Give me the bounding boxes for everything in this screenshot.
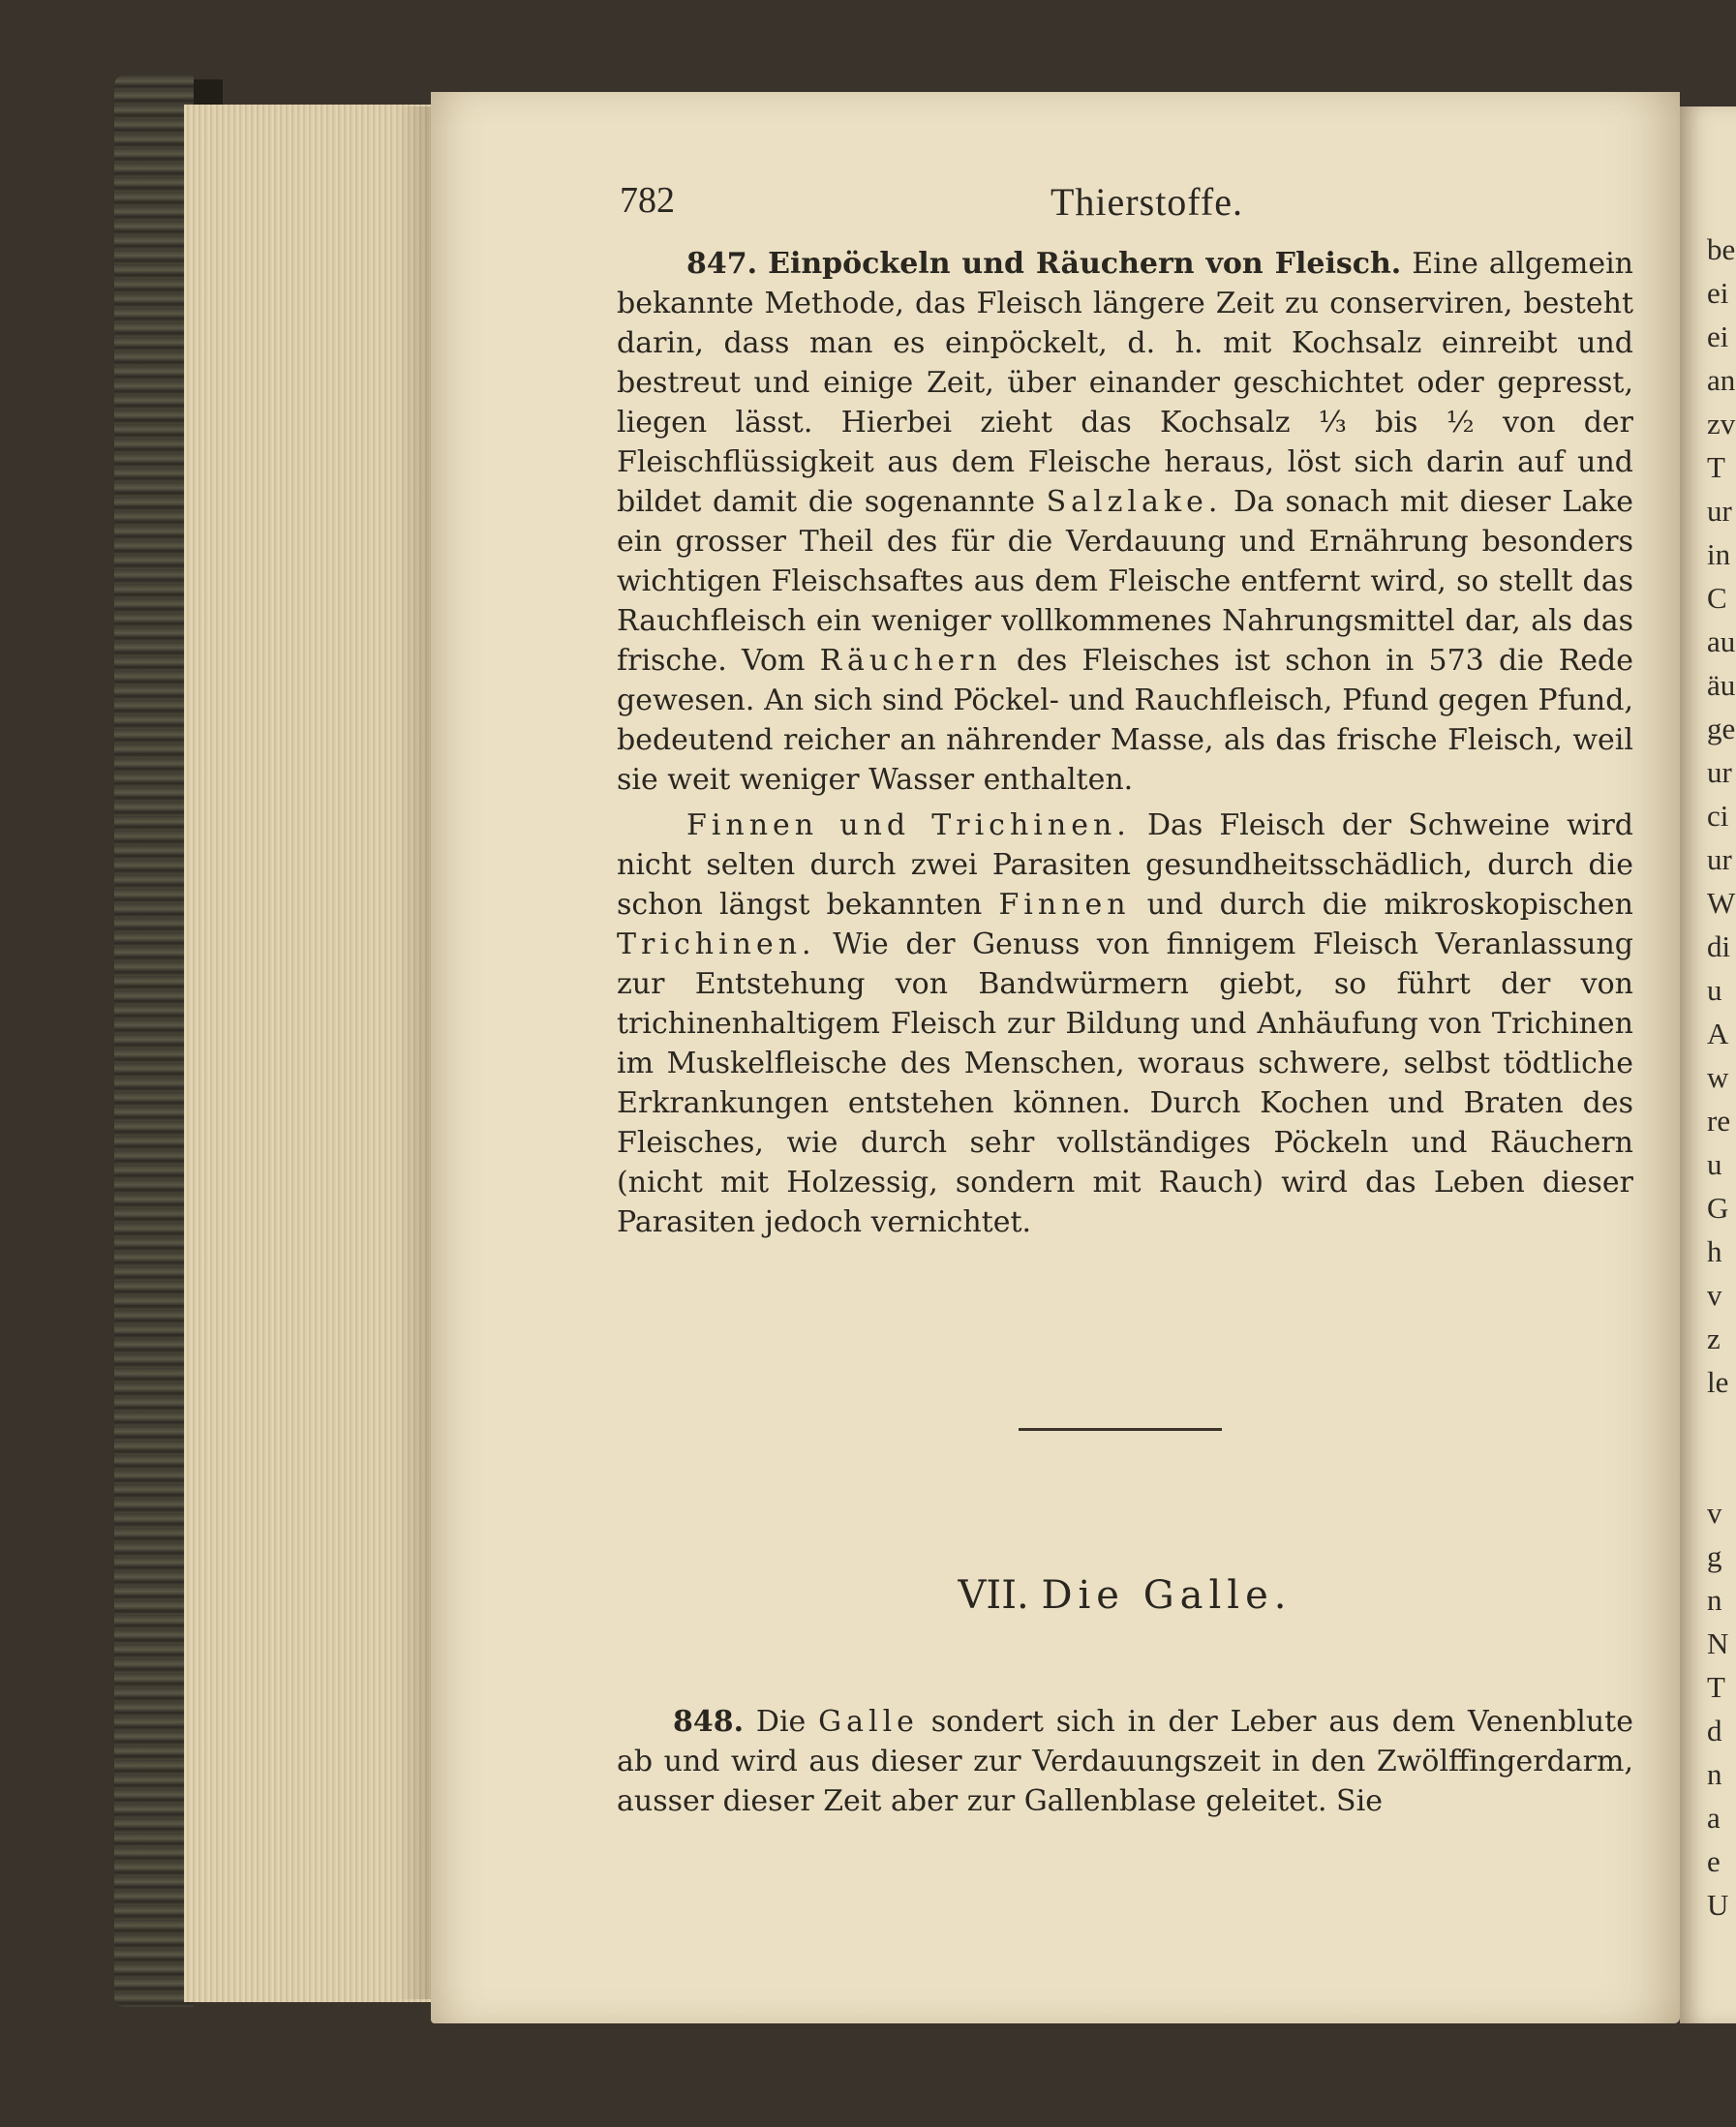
facing-page-strip: [1680, 106, 1736, 2023]
paragraph-text: und durch die mikroskopischen: [1146, 888, 1633, 922]
main-text-block: [617, 244, 1633, 1242]
running-title: Thierstoffe.: [1051, 180, 1243, 224]
spaced-term: Galle: [818, 1705, 919, 1739]
paragraph-848: [617, 1702, 1633, 1821]
paragraph-text: Die: [755, 1705, 807, 1739]
spaced-heading: Finnen und Trichinen.: [686, 808, 1131, 842]
paragraph-text: sondert sich in der Leber aus dem Venenblute ab und wird aus dieser zur Verdauungszeit in den Zwölffingerdarm, ausser dieser Zeit aber zur Gallenblase geleitet. Sie: [617, 1705, 1633, 1818]
paragraph-text: des Fleisches ist schon in 573 die Rede gewesen. An sich sind Pöckel- und Rauchfleisch, Pfund gegen Pfund, bedeutend reicher an nährender Masse, als das frische Fleisch, weil sie weit weniger Wasser enthalten.: [617, 644, 1633, 797]
paragraph-847: [617, 244, 1633, 800]
book-cover-spine: [114, 76, 194, 2007]
paragraph-text: Eine allgemein bekannte Methode, das Fleisch längere Zeit zu conserviren, besteht darin, dass man es einpöckelt, d. h. mit Kochsalz einreibt und bestreut und einige Zeit, über einander geschichtet oder gepresst, liegen lässt. Hierbei zieht das Kochsalz ⅓ bis ½ von der Fleischflüssigkeit aus dem Fleische heraus, löst sich darin auf und bildet damit die sogenannte: [617, 247, 1633, 519]
facing-page-text: be ei ei an zv T ur in C au äu ge ur ci ur W di u A w re u G h v z le v g n N T d n a e U: [1707, 232, 1736, 1922]
paragraph-text: Wie der Genuss von finnigem Fleisch Veranlassung zur Entstehung von Bandwürmern giebt, so führt der von trichinenhaltigem Fleisch zur Bildung und Anhäufung von Trichinen im Muskelfleische des Menschen, woraus schwere, selbst tödtliche Erkrankungen entstehen können. Durch Kochen und Braten des Fleisches, wie durch sehr vollständiges Pöckeln und Räuchern (nicht mit Holzessig, sondern mit Rauch) wird das Leben dieser Parasiten jedoch vernichtet.: [617, 927, 1633, 1239]
spaced-term: Trichinen.: [617, 927, 816, 961]
chapter-text-block: [617, 1702, 1633, 1821]
page-header: [620, 179, 1636, 228]
spaced-term: Finnen: [998, 888, 1131, 922]
paragraph-text: Da sonach mit dieser Lake ein grosser Theil des für die Verdauung und Ernährung besonders wichtigen Fleischsaftes aus dem Fleische entfernt wird, so stellt das Rauchfleisch ein weniger vollkommenes Nahrungsmittel dar, als das frische. Vom: [617, 485, 1633, 678]
chapter-heading: [617, 1573, 1633, 1618]
paragraph-finnen: [617, 805, 1633, 1242]
chapter-numeral: VII.: [958, 1573, 1029, 1618]
paragraph-text: Das Fleisch der Schweine wird nicht selten durch zwei Parasiten gesundheitsschädlich, durch die schon längst bekannten: [617, 808, 1633, 922]
spaced-term: Räuchern: [819, 644, 1002, 678]
spaced-term: Salzlake.: [1046, 485, 1223, 519]
chapter-title: Die Galle.: [1041, 1573, 1293, 1618]
section-heading: Einpöckeln und Räuchern von Fleisch.: [768, 247, 1402, 281]
section-number: 847.: [686, 247, 758, 281]
section-number: 848.: [673, 1705, 745, 1739]
page-number: 782: [620, 180, 675, 221]
section-divider: [1019, 1428, 1222, 1431]
